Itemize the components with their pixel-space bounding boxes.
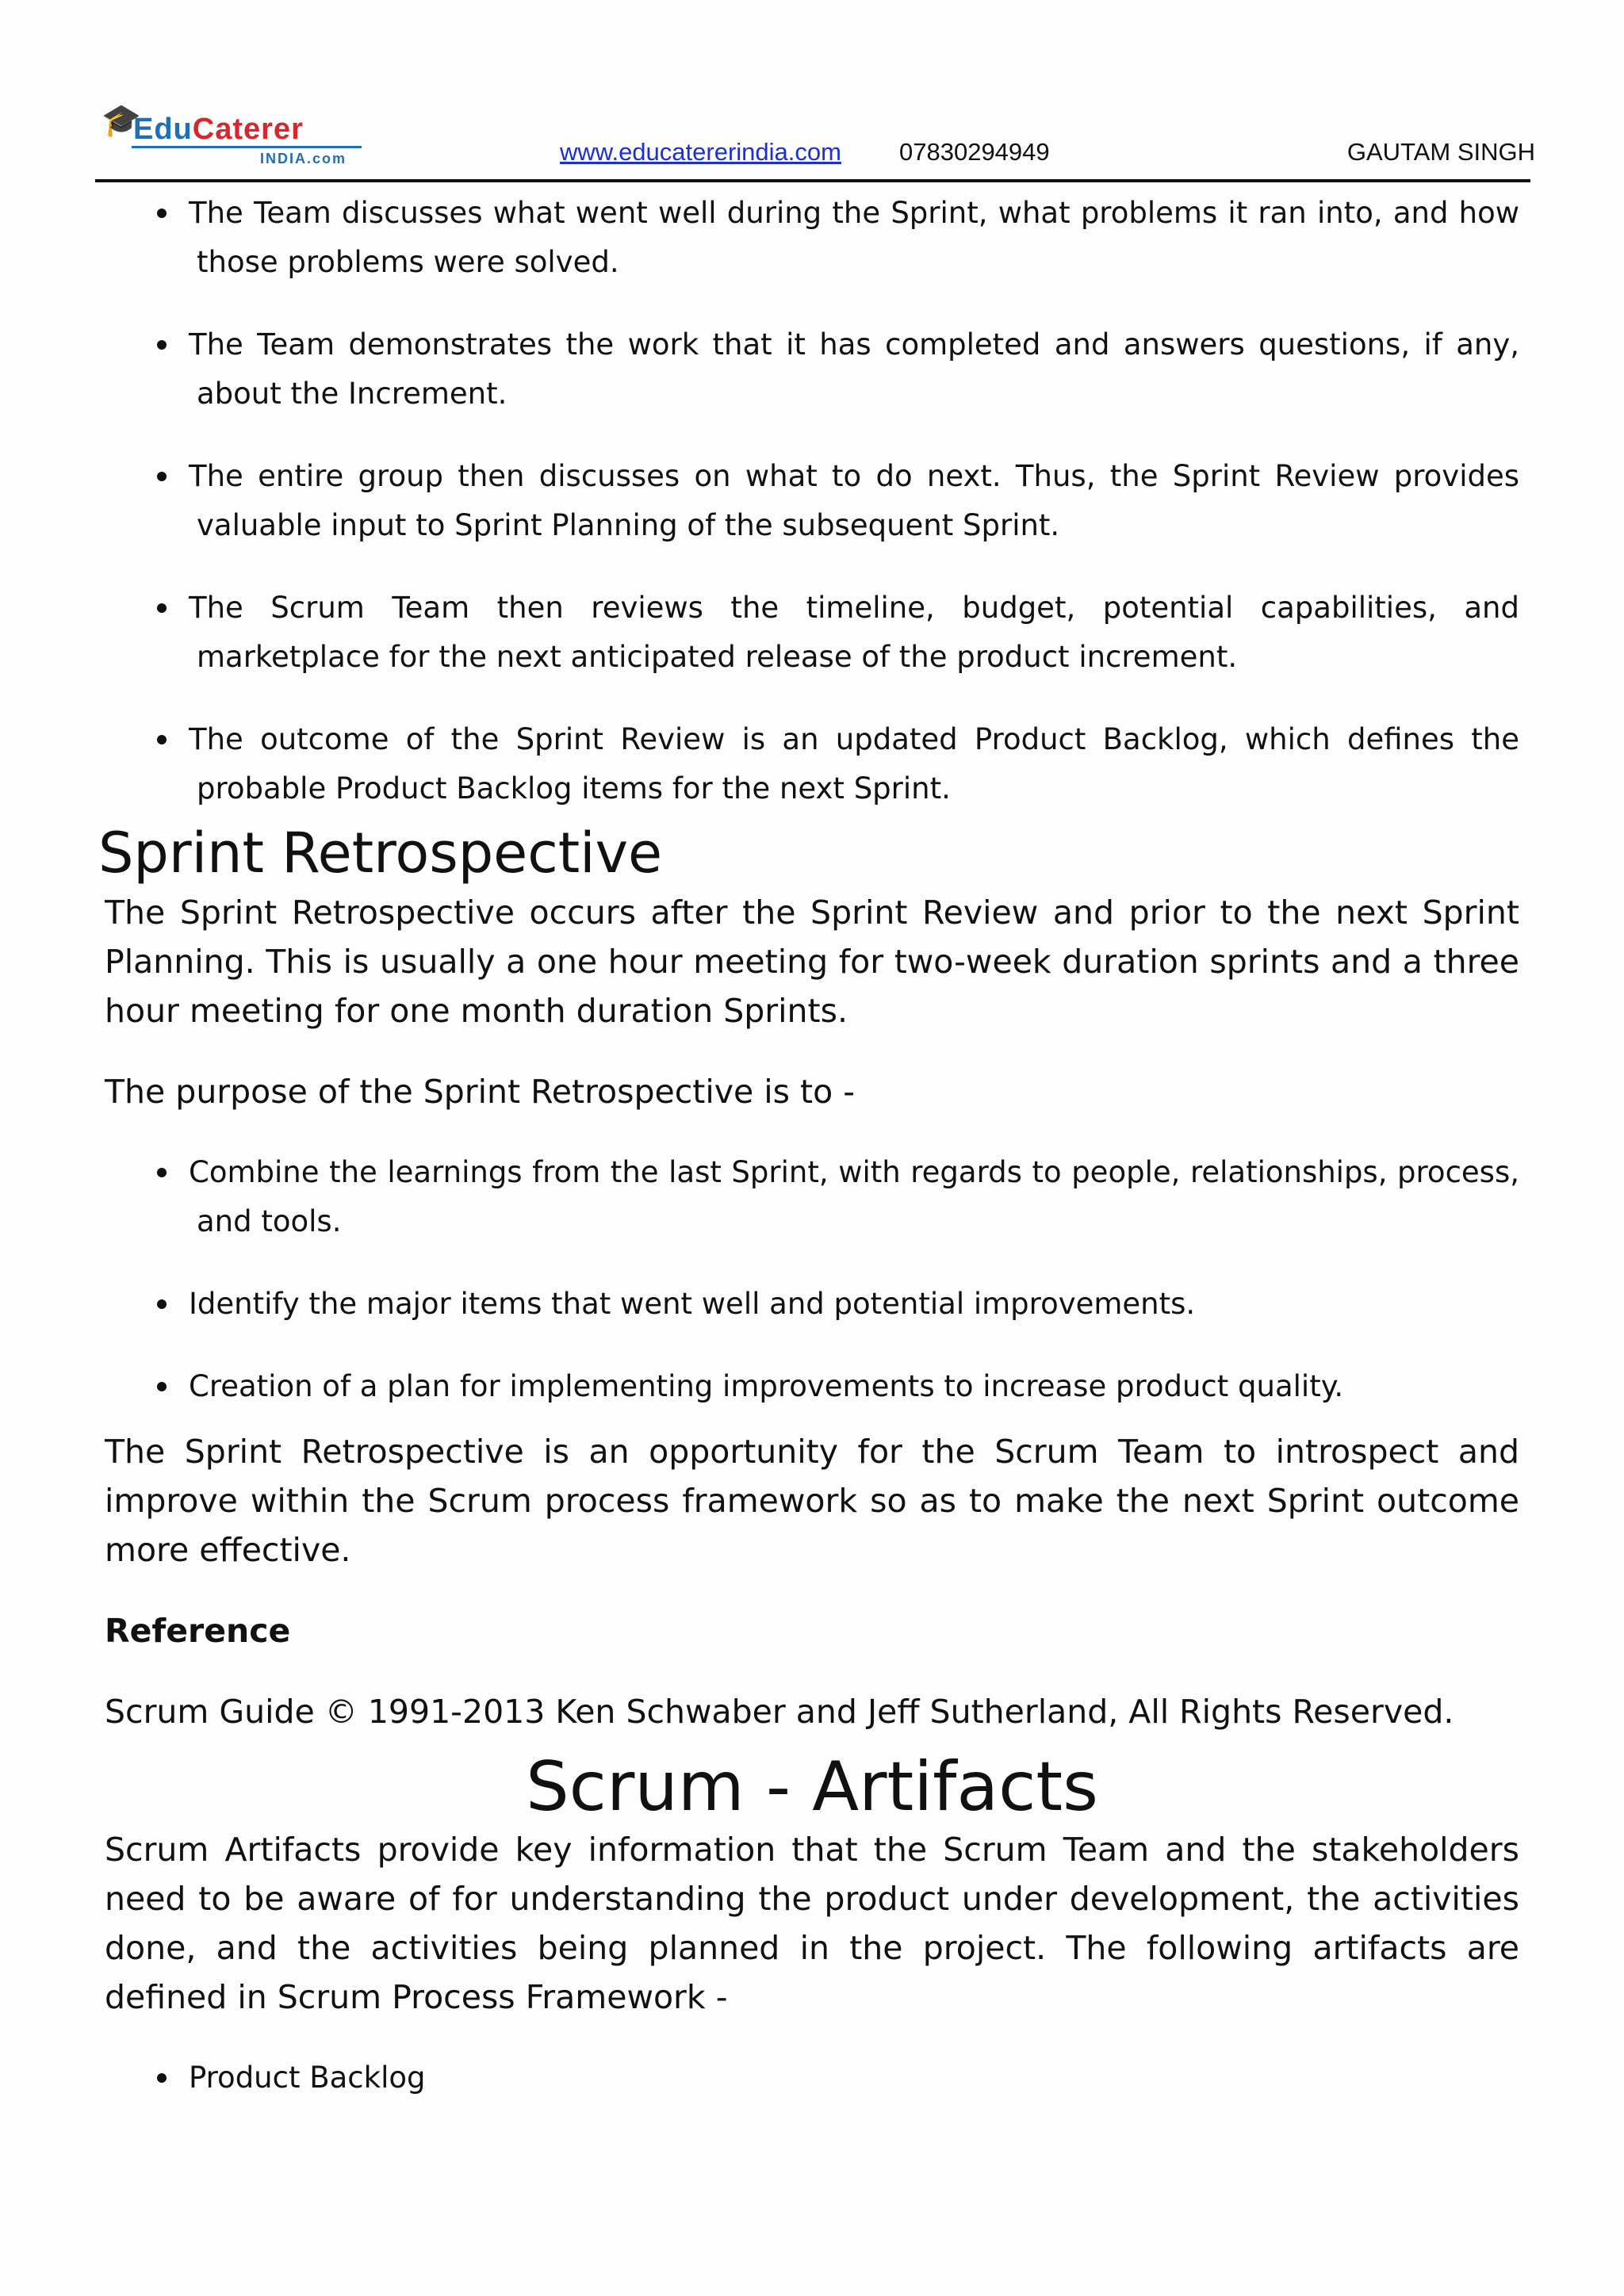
bullet-dot-icon — [157, 735, 167, 744]
bullet-dot-icon — [157, 340, 167, 350]
list-item: The Scrum Team then reviews the timeline, budget, potential capabilities, and marketplace for the next anticipated release of the product increment. — [105, 584, 1519, 682]
artifacts-intro: Scrum Artifacts provide key information that the Scrum Team and the stakeholders need to be aware of for understanding the product under development, the activities done, and the activities being planned in the project. The following artifacts are defined in Scrum Process Framework - — [105, 1831, 1519, 2016]
graduation-cap-icon: 🎓 — [102, 102, 141, 139]
page-header — [95, 95, 1535, 182]
reference-text: Scrum Guide © 1991-2013 Ken Schwaber and Jeff Sutherland, All Rights Reserved. — [105, 1693, 1454, 1731]
list-item: The entire group then discusses on what to do next. Thus, the Sprint Review provides valuable input to Sprint Planning of the subsequent Sprint. — [105, 452, 1519, 550]
list-item: The Team demonstrates the work that it has completed and answers questions, if any, about the Increment. — [105, 320, 1519, 419]
list-item: The outcome of the Sprint Review is an updated Product Backlog, which defines the probable Product Backlog items for the next Sprint. — [105, 715, 1519, 813]
list-item: Creation of a plan for implementing improvements to increase product quality. — [105, 1362, 1519, 1411]
bullet-dot-icon — [157, 472, 167, 481]
artifacts-bullet-list — [105, 2053, 1519, 2103]
logo-underline — [132, 146, 362, 148]
bullet-dot-icon — [157, 1168, 167, 1177]
artifacts-title: Scrum - Artifacts — [526, 1747, 1098, 1827]
list-item: Identify the major items that went well and potential improvements. — [105, 1280, 1519, 1329]
purpose-bullet-list — [105, 1148, 1519, 1411]
list-item: Combine the learnings from the last Sprint, with regards to people, relationships, process, and tools. — [105, 1148, 1519, 1246]
bullet-dot-icon — [157, 1299, 167, 1309]
logo-subtext: INDIA.com — [260, 151, 347, 166]
bullet-dot-icon — [157, 1382, 167, 1391]
author-name: GAUTAM SINGH — [1346, 138, 1535, 166]
page-content — [98, 189, 1519, 2136]
website-link[interactable]: www.educatererindia.com — [560, 138, 841, 166]
section-heading-retrospective: Sprint Retrospective — [98, 821, 663, 886]
bullet-dot-icon — [157, 209, 167, 218]
logo-wordmark: EduCaterer — [133, 113, 304, 146]
bullet-dot-icon — [157, 2073, 167, 2083]
educaterer-logo — [102, 98, 371, 166]
list-item: Product Backlog — [105, 2053, 1519, 2103]
bullet-dot-icon — [157, 603, 167, 613]
retrospective-intro: The Sprint Retrospective occurs after the Sprint Review and prior to the next Sprint Planning. This is usually a one hour meeting for two-week duration sprints and a three hour meeting for one month duration Sprints. — [105, 894, 1519, 1030]
retrospective-purpose-lead: The purpose of the Sprint Retrospective is to - — [105, 1073, 856, 1111]
retrospective-closing: The Sprint Retrospective is an opportunity for the Scrum Team to introspect and improve within the Scrum process framework so as to make the next Sprint outcome more effective. — [105, 1433, 1519, 1569]
review-bullet-list — [105, 189, 1519, 813]
reference-title: Reference — [105, 1612, 291, 1650]
list-item: The Team discusses what went well during the Sprint, what problems it ran into, and how those problems were solved. — [105, 189, 1519, 287]
phone-number: 07830294949 — [899, 138, 1050, 166]
